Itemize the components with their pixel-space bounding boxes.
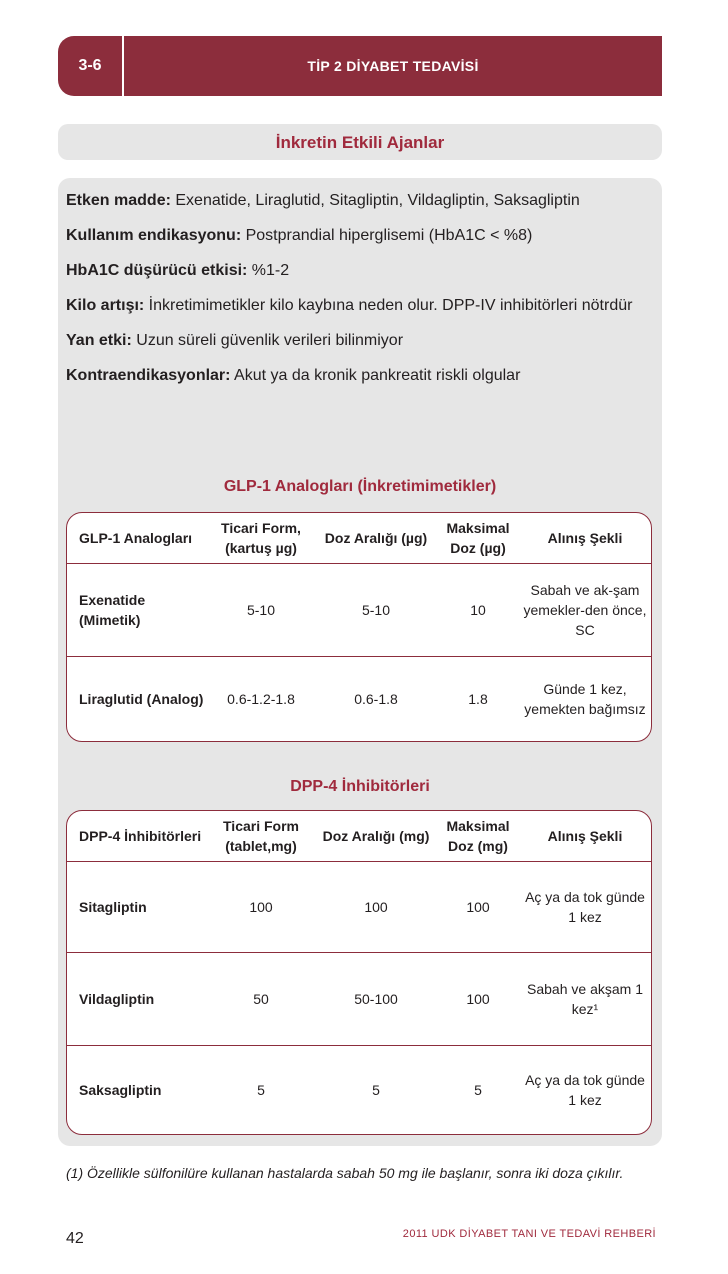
drug-name: Saksagliptin [79, 1082, 162, 1098]
table-cell: 50 [253, 991, 269, 1007]
table-cell: 5 [372, 1082, 380, 1098]
table-cell: 100 [364, 899, 388, 915]
table-cell: Günde 1 kez, yemekten bağımsız [524, 681, 646, 717]
table-cell: Aç ya da tok günde 1 kez [525, 889, 645, 925]
table-cell: 5 [257, 1082, 265, 1098]
table-row [67, 952, 651, 1045]
column-header: Alınış Şekli [547, 530, 623, 546]
column-header: Doz Aralığı (mg) [322, 828, 430, 844]
table-header-row [67, 513, 651, 563]
info-weight-gain: Kilo artışı: İnkretimimetikler kilo kaybına neden olur. DPP-IV inhibitörleri nötrdür [66, 297, 633, 314]
info-active-ingredient: Etken madde: Exenatide, Liraglutid, Sitagliptin, Vildagliptin, Saksagliptin [66, 192, 580, 209]
table-cell: Sabah ve ak-şam yemekler-den önce, SC [523, 582, 647, 638]
footnote: (1) Özellikle sülfonilüre kullanan hastalarda sabah 50 mg ile başlanır, sonra iki doza çıkılır. [66, 1165, 624, 1181]
table-row [67, 656, 651, 741]
column-header: Ticari Form, (kartuş µg) [221, 520, 301, 556]
table-cell: 0.6-1.2-1.8 [227, 691, 295, 707]
info-side-effect: Yan etki: Uzun süreli güvenlik verileri bilinmiyor [66, 332, 404, 349]
section-number: 3-6 [58, 36, 124, 96]
table-row [67, 861, 651, 952]
info-contraindications: Kontraendikasyonlar: Akut ya da kronik pankreatit riskli olgular [66, 367, 521, 384]
table-row [67, 1045, 651, 1134]
column-header: Maksimal Doz (mg) [446, 818, 510, 854]
column-header: DPP-4 İnhibitörleri [79, 828, 202, 844]
drug-name: Vildagliptin [79, 991, 155, 1007]
column-header: Doz Aralığı (µg) [324, 530, 428, 546]
column-header: Maksimal Doz (µg) [446, 520, 510, 556]
table-cell: 1.8 [468, 691, 488, 707]
info-hba1c-effect: HbA1C düşürücü etkisi: %1-2 [66, 262, 290, 279]
table-row [67, 563, 651, 656]
table-cell: 10 [470, 602, 486, 618]
drug-name: Liraglutid (Analog) [79, 691, 204, 707]
table-cell: 0.6-1.8 [354, 691, 398, 707]
info-indication: Kullanım endikasyonu: Postprandial hiperglisemi (HbA1C < %8) [66, 227, 533, 244]
table-cell: Aç ya da tok günde 1 kez [525, 1072, 645, 1108]
table-cell: 5 [474, 1082, 482, 1098]
glp1-table-title: GLP-1 Analogları (İnkretimimetikler) [223, 478, 497, 495]
column-header: Ticari Form (tablet,mg) [223, 818, 299, 854]
table-cell: 100 [466, 899, 490, 915]
chapter-title: TİP 2 DİYABET TEDAVİSİ [307, 58, 479, 74]
table-cell: 5-10 [361, 602, 391, 618]
box-title: İnkretin Etkili Ajanlar [58, 124, 662, 160]
column-header: GLP-1 Analogları [79, 530, 193, 546]
table-header-row [67, 811, 651, 861]
page-number: 42 [66, 1230, 84, 1247]
drug-info [66, 188, 662, 398]
dpp4-table-title: DPP-4 İnhibitörleri [290, 778, 430, 795]
table-cell: 5-10 [246, 602, 276, 618]
table-cell: 100 [466, 991, 490, 1007]
glp1-table [66, 512, 652, 742]
column-header: Alınış Şekli [547, 828, 623, 844]
running-footer: 2011 UDK DİYABET TANI VE TEDAVİ REHBERİ [402, 1228, 656, 1240]
page-header [58, 36, 662, 96]
table-cell: 50-100 [354, 991, 398, 1007]
dpp4-table [66, 810, 652, 1135]
table-cell: Sabah ve akşam 1 kez¹ [527, 981, 643, 1017]
drug-name: Sitagliptin [79, 899, 147, 915]
drug-name: Exenatide (Mimetik) [79, 592, 146, 628]
table-cell: 100 [249, 899, 273, 915]
